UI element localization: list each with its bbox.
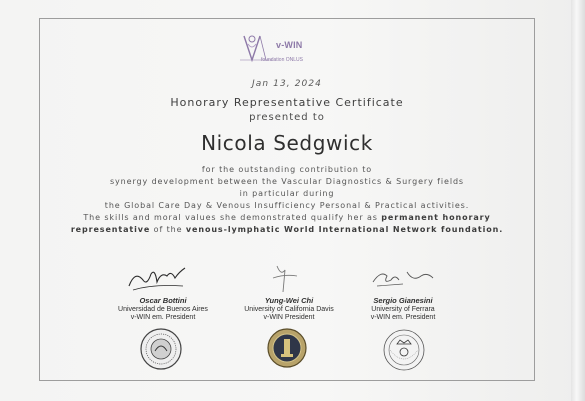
signatory-1 (93, 262, 233, 321)
signatory-3-name: Sergio Gianesini (373, 296, 433, 305)
body-line-6-bold-a: representative (70, 225, 151, 234)
signatory-3 (333, 262, 473, 321)
vwin-logo (238, 30, 338, 70)
logo-subtitle: foundation ONLUS (261, 57, 303, 63)
signatory-1-role: v-WIN em. President (130, 314, 196, 321)
signature-3 (333, 262, 473, 296)
body-line-6-mid: of the (153, 225, 183, 234)
body-line-6 (39, 225, 535, 234)
seal-ferrara (382, 328, 426, 376)
certificate-title: Honorary Representative Certificate (170, 96, 404, 109)
signature-1 (93, 262, 233, 296)
signatory-2-role: v-WIN President (263, 314, 315, 321)
body-line-1: for the outstanding contribution to (201, 165, 373, 174)
certificate-frame (39, 18, 535, 381)
signature-icon (333, 262, 473, 296)
signatory-1-affiliation: Universidad de Buenos Aires (118, 306, 208, 313)
seal-buenos-aires (139, 327, 183, 375)
body-line-6-bold-b: venous-lymphatic World International Network foundation. (185, 225, 504, 234)
body-line-4: the Global Care Day & Venous Insufficiency Personal & Practical activities. (104, 201, 470, 210)
university-seal-icon (267, 328, 307, 368)
vwin-logo-icon (238, 30, 338, 70)
body-line-5-bold: permanent honorary (381, 213, 491, 222)
seal-uc-davis (267, 328, 307, 372)
university-seal-icon (139, 327, 183, 371)
body-line-5 (39, 213, 535, 222)
body-line-3: in particular during (239, 189, 335, 198)
signatory-1-name: Oscar Bottini (139, 296, 187, 305)
certificate-date: Jan 13, 2024 (251, 79, 322, 89)
body-line-5-text: The skills and moral values she demonstrated qualify her as (83, 213, 378, 222)
body-line-2: synergy development between the Vascular Diagnostics & Surgery fields (109, 177, 464, 186)
signatory-2-name: Yung-Wei Chi (264, 296, 314, 305)
university-seal-icon (382, 328, 426, 372)
signatory-2-affiliation: University of California Davis (244, 306, 334, 313)
signatory-3-affiliation: University of Ferrara (371, 306, 435, 313)
paper-edge (571, 0, 585, 401)
signatory-3-role: v-WIN em. President (370, 314, 436, 321)
signature-icon (93, 262, 233, 296)
logo-title: v-WIN (276, 40, 303, 50)
recipient-name: Nicola Sedgwick (201, 131, 373, 155)
presented-to: presented to (249, 112, 325, 123)
